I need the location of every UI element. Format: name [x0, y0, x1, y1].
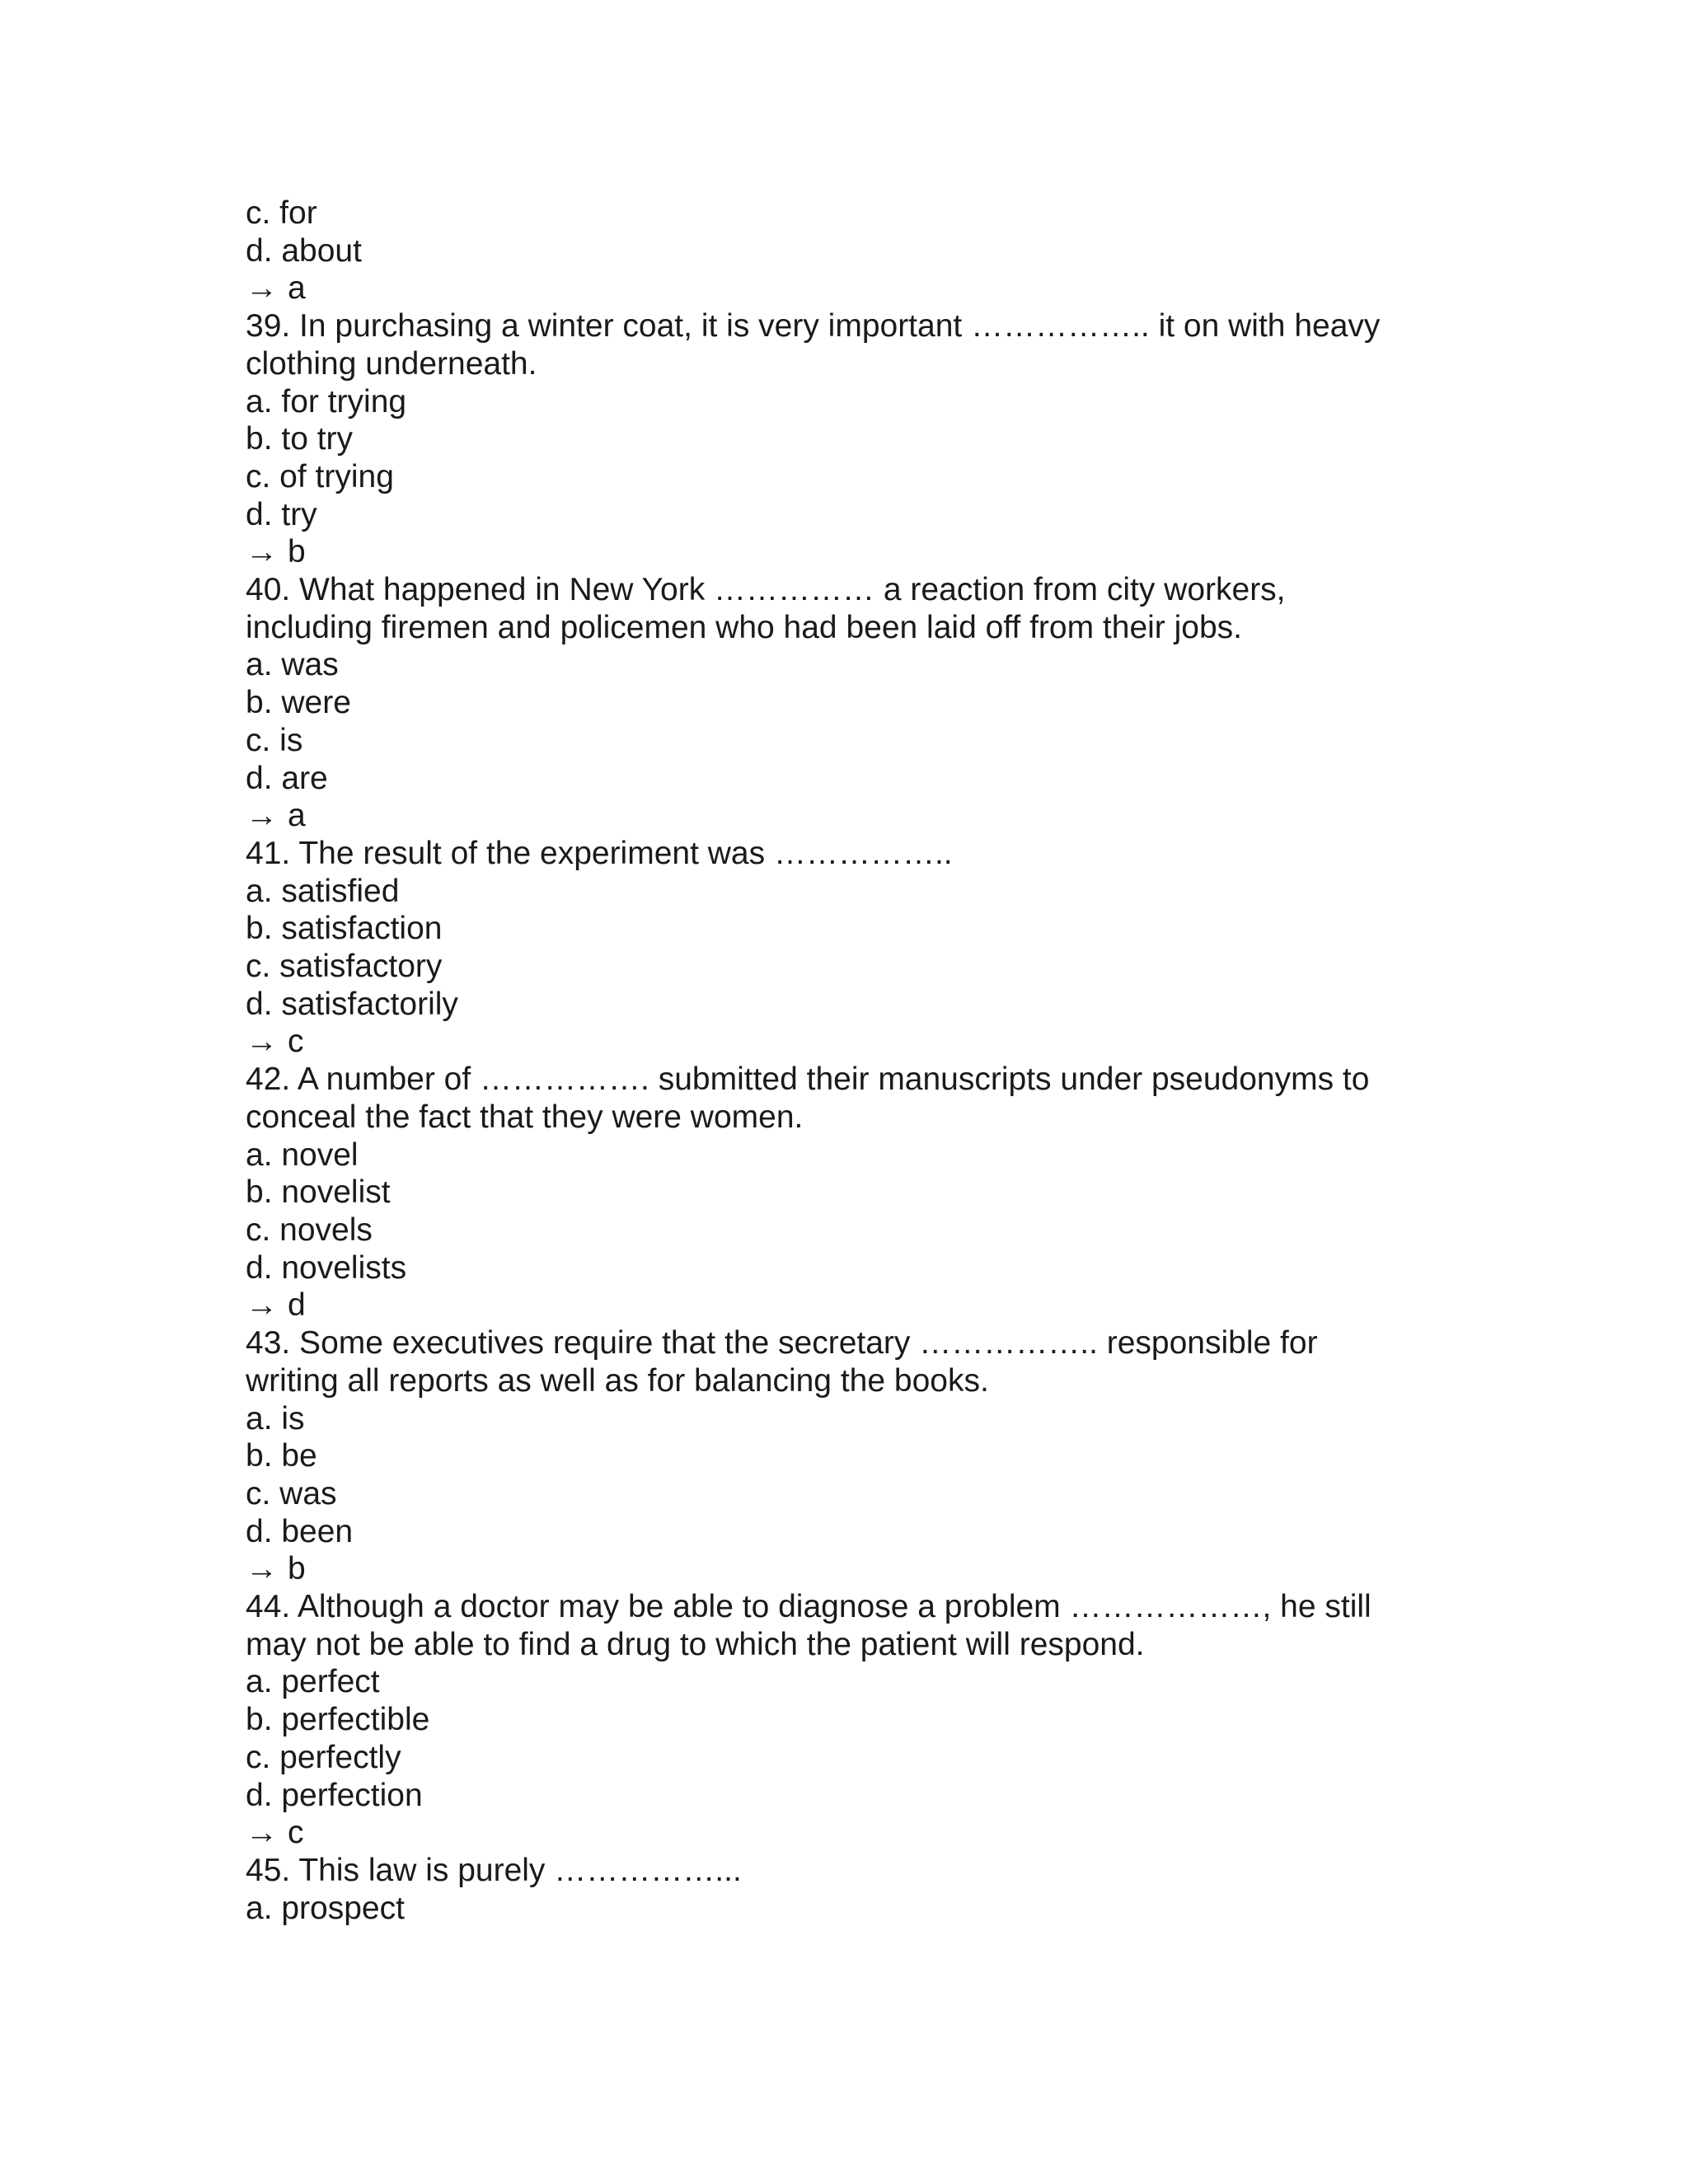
option-line: c. was [246, 1475, 337, 1511]
right-arrow-icon: → [246, 1287, 278, 1324]
option-line: a. prospect [246, 1890, 405, 1926]
right-arrow-icon: → [246, 1815, 278, 1851]
answer-letter: c [288, 1024, 304, 1060]
answer-letter: b [288, 1551, 306, 1587]
answer-letter: a [288, 270, 306, 307]
answer-letter: c [288, 1815, 304, 1851]
option-line: d. been [246, 1513, 354, 1549]
question-continuation: including firemen and policemen who had been laid off from their jobs. [246, 609, 1242, 645]
option-line: a. was [246, 647, 339, 683]
right-arrow-icon: → [246, 1551, 278, 1587]
answer-line [246, 797, 1432, 835]
right-arrow-icon: → [246, 1024, 278, 1060]
question-text: 39. In purchasing a winter coat, it is very important …………….. it on with heavy [246, 308, 1381, 344]
option-line: b. were [246, 685, 351, 721]
right-arrow-icon: → [246, 534, 278, 570]
right-arrow-icon: → [246, 270, 278, 307]
option-line: d. perfection [246, 1777, 423, 1813]
option-line: a. for trying [246, 383, 407, 419]
quiz-content [246, 194, 1432, 1927]
question-text: 43. Some executives require that the secretary …………….. responsible for [246, 1325, 1318, 1361]
answer-line [246, 1286, 1432, 1324]
answer-line [246, 1550, 1432, 1588]
question-text: 44. Although a doctor may be able to diagnose a problem ………………, he still [246, 1589, 1372, 1625]
option-line: d. satisfactorily [246, 986, 458, 1022]
option-line: c. perfectly [246, 1739, 401, 1775]
option-line: c. novels [246, 1212, 373, 1248]
answer-letter: d [288, 1287, 306, 1324]
option-line: c. is [246, 722, 303, 758]
option-line: d. are [246, 760, 328, 796]
right-arrow-icon: → [246, 798, 278, 834]
answer-line [246, 1023, 1432, 1061]
option-line: d. novelists [246, 1249, 407, 1286]
question-text: 40. What happened in New York …………… a reaction from city workers, [246, 572, 1286, 608]
answer-line [246, 269, 1432, 307]
question-continuation: writing all reports as well as for balancing the books. [246, 1362, 989, 1399]
question-text: 42. A number of ……………. submitted their manuscripts under pseudonyms to [246, 1062, 1370, 1098]
option-line: c. satisfactory [246, 949, 443, 985]
option-line: a. novel [246, 1137, 359, 1173]
option-line: d. try [246, 496, 317, 532]
option-line: c. of trying [246, 458, 394, 494]
answer-line [246, 1814, 1432, 1852]
answer-letter: b [288, 534, 306, 570]
question-continuation: may not be able to find a drug to which the patient will respond. [246, 1626, 1145, 1662]
option-line: d. about [246, 232, 362, 269]
option-line: a. is [246, 1400, 305, 1436]
option-line: a. satisfied [246, 873, 400, 909]
option-line: c. for [246, 195, 317, 231]
question-text: 45. This law is purely ……………... [246, 1852, 742, 1888]
option-line: b. perfectible [246, 1702, 430, 1738]
option-line: b. satisfaction [246, 911, 443, 947]
question-continuation: conceal the fact that they were women. [246, 1099, 804, 1135]
option-line: b. novelist [246, 1174, 391, 1211]
question-text: 41. The result of the experiment was …………….. [246, 835, 953, 871]
answer-letter: a [288, 798, 306, 834]
answer-line [246, 533, 1432, 571]
option-line: a. perfect [246, 1664, 380, 1700]
option-line: b. to try [246, 421, 354, 457]
option-line: b. be [246, 1438, 317, 1474]
question-continuation: clothing underneath. [246, 345, 537, 382]
